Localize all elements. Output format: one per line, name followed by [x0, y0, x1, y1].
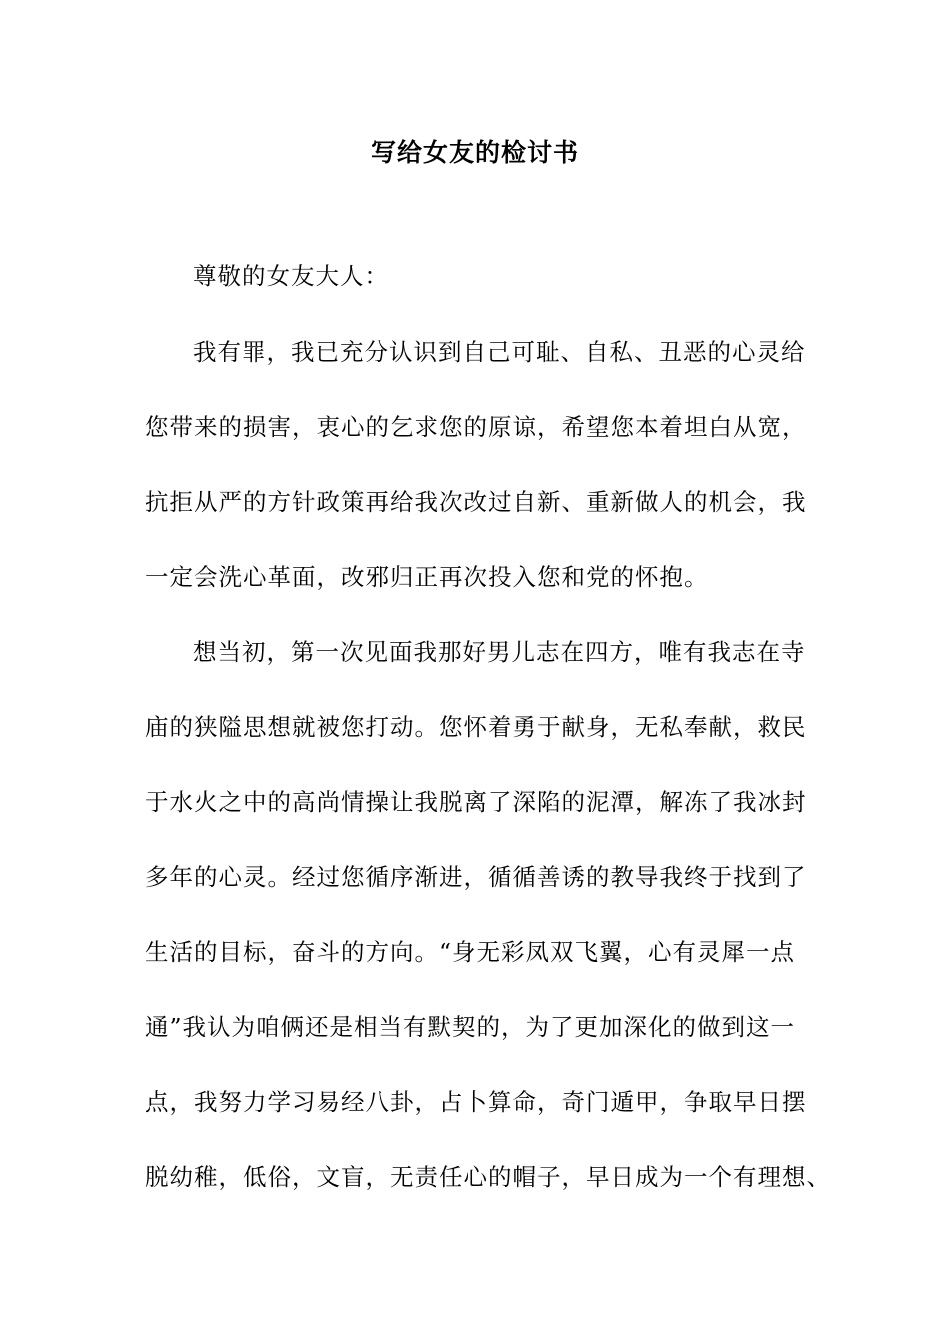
paragraph-1-line-3: 抗拒从严的方针政策再给我次改过自新、重新做人的机会，我 [145, 488, 807, 516]
paragraph-2-line-6: 通”我认为咱俩还是相当有默契的，为了更加深化的做到这一 [145, 1013, 796, 1041]
paragraph-2-line-4: 多年的心灵。经过您循序渐进，循循善诱的教导我终于找到了 [145, 863, 807, 891]
paragraph-1-line-1: 我有罪，我已充分认识到自己可耻、自私、丑恶的心灵给 [193, 338, 806, 366]
paragraph-2-line-1: 想当初，第一次见面我那好男儿志在四方，唯有我志在寺 [193, 638, 806, 666]
paragraph-1-line-4: 一定会洗心革面，改邪归正再次投入您和党的怀抱。 [145, 563, 709, 591]
salutation: 尊敬的女友大人： [193, 262, 389, 290]
paragraph-1-line-2: 您带来的损害，衷心的乞求您的原谅，希望您本着坦白从宽， [145, 413, 807, 441]
paragraph-2-line-8: 脱幼稚，低俗，文盲，无责任心的帽子，早日成为一个有理想、 [145, 1163, 831, 1191]
paragraph-2-line-5: 生活的目标，奋斗的方向。“身无彩凤双飞翼，心有灵犀一点 [145, 938, 796, 966]
paragraph-2-line-7: 点，我努力学习易经八卦，占卜算命，奇门遁甲，争取早日摆 [145, 1088, 807, 1116]
paragraph-2-line-3: 于水火之中的高尚情操让我脱离了深陷的泥潭，解冻了我冰封 [145, 788, 807, 816]
document-title: 写给女友的检讨书 [370, 138, 579, 167]
paragraph-2-line-2: 庙的狭隘思想就被您打动。您怀着勇于献身，无私奉献，救民 [145, 713, 807, 741]
